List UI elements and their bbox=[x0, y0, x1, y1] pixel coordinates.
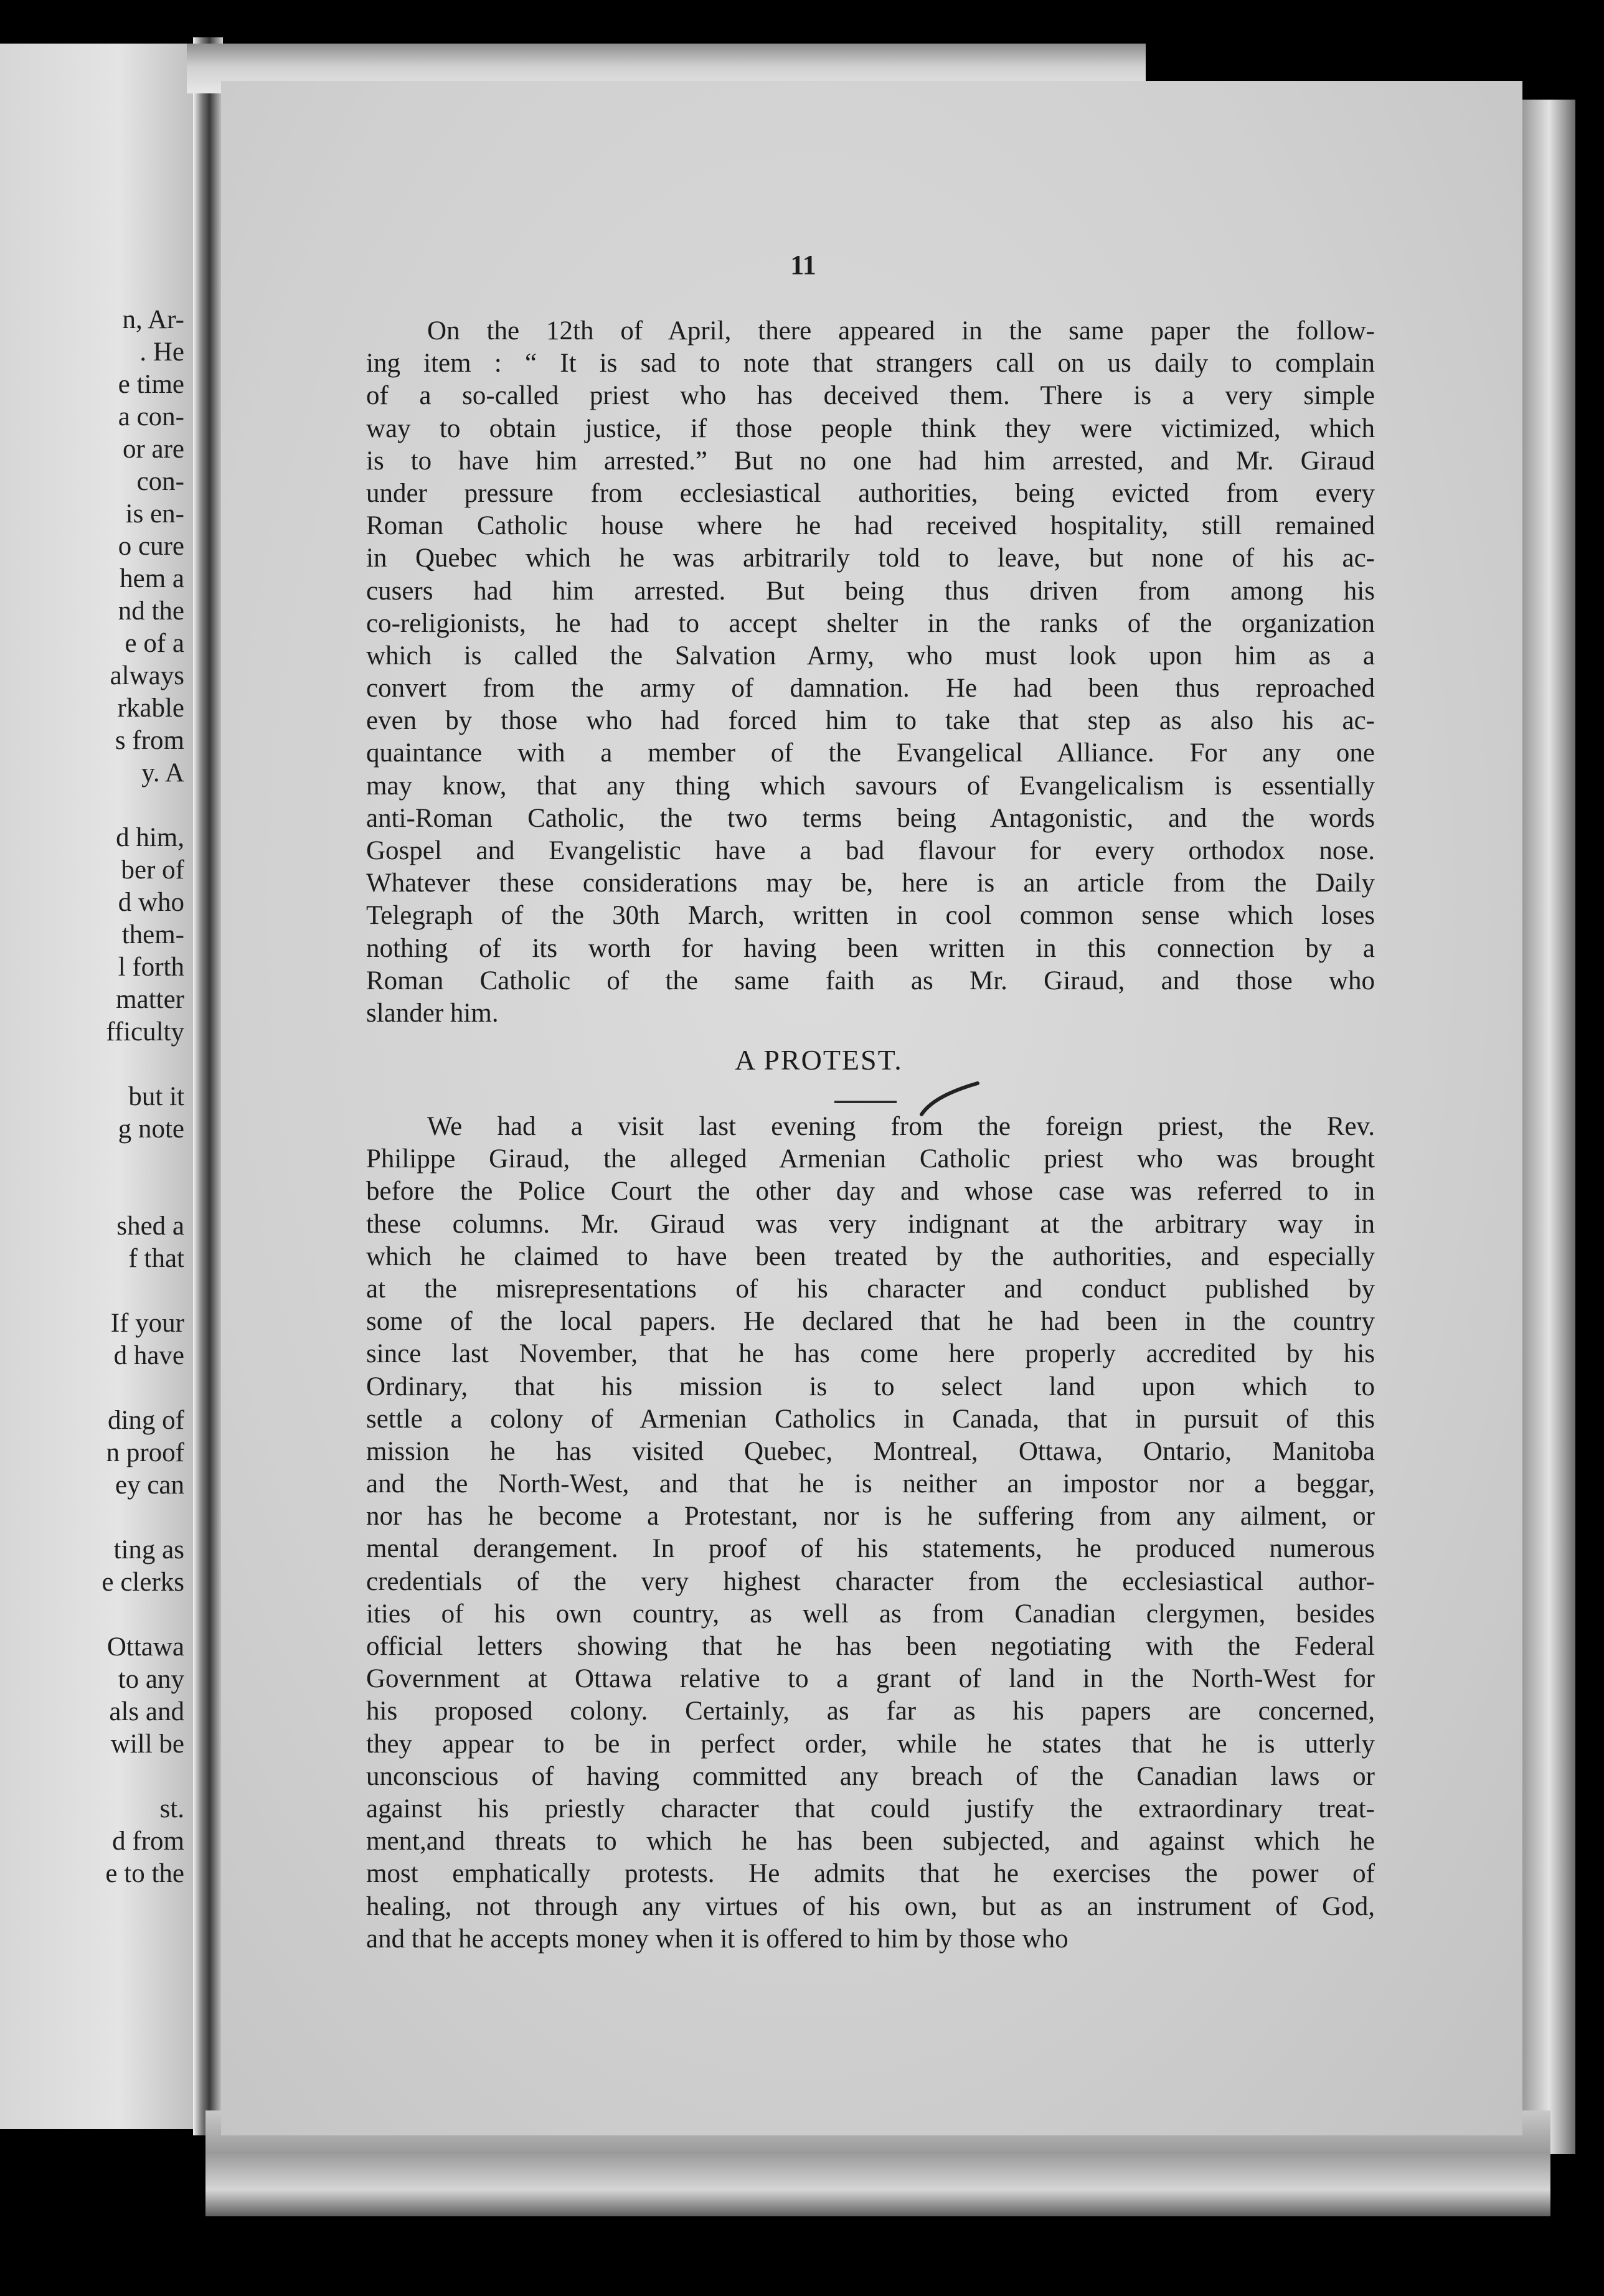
text-line: his proposed colony. Certainly, as far as his papers are concerned, bbox=[366, 1696, 1375, 1726]
left-fragment-line bbox=[0, 1761, 184, 1793]
text-line: at the misrepresentations of his character and conduct published by bbox=[366, 1274, 1375, 1304]
text-line: Roman Catholic of the same faith as Mr. Giraud, and those who bbox=[366, 966, 1375, 995]
left-fragment-line: or are bbox=[122, 435, 184, 464]
text-line: mission he has visited Quebec, Montreal, Ottawa, Ontario, Manitoba bbox=[366, 1436, 1375, 1466]
text-line: credentials of the very highest character from the ecclesiastical author- bbox=[366, 1566, 1375, 1596]
text-line: which he claimed to have been treated by the authorities, and especially bbox=[366, 1241, 1375, 1271]
left-fragment-line bbox=[0, 1178, 184, 1210]
left-fragment-line: . He bbox=[139, 337, 184, 367]
text-line: quaintance with a member of the Evangelical Alliance. For any one bbox=[366, 738, 1375, 768]
text-line: nothing of its worth for having been written in this connection by a bbox=[366, 933, 1375, 963]
left-fragment-line: con- bbox=[136, 467, 184, 496]
left-fragment-line: fficulty bbox=[106, 1017, 184, 1047]
left-fragment-line: Ottawa bbox=[106, 1632, 184, 1662]
left-fragment-line bbox=[0, 789, 184, 822]
text-line: official letters showing that he has been negotiating with the Federal bbox=[366, 1632, 1375, 1661]
text-line: even by those who had forced him to take that step as also his ac- bbox=[366, 706, 1375, 736]
left-fragment-line: but it bbox=[128, 1082, 184, 1111]
left-fragment-line: If your bbox=[110, 1309, 184, 1338]
left-fragment-line: a con- bbox=[118, 402, 184, 431]
text-line: nor has he become a Protestant, nor is he suffering from any ailment, or bbox=[366, 1502, 1375, 1531]
text-line: ing item : “ It is sad to note that strangers call on us daily to complain bbox=[366, 349, 1375, 379]
text-line: ities of his own country, as well as from Canadian clergymen, besides bbox=[366, 1599, 1375, 1629]
heading-rule bbox=[834, 1101, 897, 1103]
left-fragment-line bbox=[0, 1599, 184, 1631]
text-line: mental derangement. In proof of his statements, he produced numerous bbox=[366, 1534, 1375, 1564]
text-line: Government at Ottawa relative to a grant of land in the North-West for bbox=[366, 1664, 1375, 1694]
left-fragment-line bbox=[0, 1372, 184, 1404]
left-page-text bbox=[0, 304, 184, 1890]
text-line: On the 12th of April, there appeared in the same paper the follow- bbox=[427, 316, 1375, 346]
text-line: is to have him arrested.” But no one had him arrested, and Mr. Giraud bbox=[366, 446, 1375, 476]
left-fragment-line: s from bbox=[115, 726, 184, 755]
left-fragment-line: y. A bbox=[141, 758, 184, 788]
left-fragment-line: to any bbox=[118, 1665, 184, 1694]
left-fragment-line: e of a bbox=[125, 629, 184, 658]
left-fragment-line: hem a bbox=[120, 564, 184, 593]
left-fragment-line: shed a bbox=[116, 1212, 184, 1241]
left-fragment-line: n proof bbox=[106, 1438, 184, 1467]
paragraph-intro bbox=[366, 315, 1375, 1030]
text-line: may know, that any thing which savours of Evangelicalism is essentially bbox=[366, 771, 1375, 801]
left-fragment-line: g note bbox=[118, 1114, 184, 1144]
left-fragment-line bbox=[0, 1502, 184, 1534]
text-line: these columns. Mr. Giraud was very indignant at the arbitrary way in bbox=[366, 1209, 1375, 1239]
book-gutter bbox=[193, 37, 223, 2135]
text-line: cusers had him arrested. But being thus driven from among his bbox=[366, 576, 1375, 606]
left-fragment-line: nd the bbox=[118, 596, 184, 626]
text-line: since last November, that he has come here properly accredited by his bbox=[366, 1339, 1375, 1369]
left-fragment-line bbox=[0, 1146, 184, 1178]
left-fragment-line: d him, bbox=[116, 823, 184, 852]
left-fragment-line: o cure bbox=[118, 532, 184, 561]
text-line: they appear to be in perfect order, while he states that he is utterly bbox=[366, 1729, 1375, 1759]
left-page-fragment bbox=[0, 44, 199, 2129]
left-fragment-line: e to the bbox=[105, 1859, 184, 1888]
left-fragment-line bbox=[0, 1048, 184, 1081]
left-fragment-line: d who bbox=[118, 888, 184, 917]
section-heading: A PROTEST. bbox=[735, 1044, 903, 1076]
text-line: before the Police Court the other day and whose case was referred to in bbox=[366, 1177, 1375, 1207]
text-line: of a so-called priest who has deceived them. There is a very simple bbox=[366, 381, 1375, 411]
left-fragment-line: als and bbox=[109, 1697, 184, 1726]
paragraph-protest bbox=[366, 1111, 1375, 1955]
left-fragment-line bbox=[0, 1275, 184, 1307]
left-fragment-line: ting as bbox=[113, 1535, 184, 1564]
left-fragment-line: n, Ar- bbox=[122, 305, 184, 334]
text-line: slander him. bbox=[366, 998, 499, 1028]
left-fragment-line: d have bbox=[113, 1341, 184, 1370]
left-fragment-line: ey can bbox=[115, 1470, 184, 1500]
left-fragment-line: matter bbox=[116, 985, 184, 1014]
left-fragment-line: f that bbox=[128, 1244, 184, 1273]
text-line: co-religionists, he had to accept shelter in the ranks of the organization bbox=[366, 608, 1375, 638]
left-fragment-line: them- bbox=[121, 920, 184, 949]
text-line: and the North-West, and that he is neither an impostor nor a beggar, bbox=[366, 1469, 1375, 1499]
text-line: some of the local papers. He declared that he had been in the country bbox=[366, 1307, 1375, 1337]
left-fragment-line: e clerks bbox=[101, 1568, 184, 1597]
text-line: which is called the Salvation Army, who must look upon him as a bbox=[366, 641, 1375, 670]
text-line: way to obtain justice, if those people think they were victimized, which bbox=[366, 413, 1375, 443]
left-fragment-line: e time bbox=[118, 370, 184, 399]
text-line: Ordinary, that his mission is to select land upon which to bbox=[366, 1371, 1375, 1401]
text-line: We had a visit last evening from the foreign priest, the Rev. bbox=[427, 1112, 1375, 1141]
text-line: in Quebec which he was arbitrarily told to leave, but none of his ac- bbox=[366, 543, 1375, 573]
left-fragment-line: st. bbox=[159, 1794, 184, 1823]
text-line: unconscious of having committed any breach of the Canadian laws or bbox=[366, 1761, 1375, 1791]
text-line: healing, not through any virtues of his own, but as an instrument of God, bbox=[366, 1891, 1375, 1921]
text-line: settle a colony of Armenian Catholics in Canada, that in pursuit of this bbox=[366, 1404, 1375, 1434]
text-line: Roman Catholic house where he had received hospitality, still remained bbox=[366, 511, 1375, 541]
left-fragment-line: will be bbox=[110, 1729, 184, 1759]
text-line: Telegraph of the 30th March, written in cool common sense which loses bbox=[366, 901, 1375, 931]
text-line: convert from the army of damnation. He had been thus reproached bbox=[366, 674, 1375, 703]
text-line: Whatever these considerations may be, here is an article from the Daily bbox=[366, 868, 1375, 898]
text-line: against his priestly character that could justify the extraordinary treat- bbox=[366, 1794, 1375, 1823]
text-line: and that he accepts money when it is offered to him by those who bbox=[366, 1924, 1069, 1954]
left-fragment-line: ber of bbox=[121, 855, 184, 885]
page-number: 11 bbox=[790, 250, 816, 280]
text-line: anti-Roman Catholic, the two terms being Antagonistic, and the words bbox=[366, 803, 1375, 833]
text-line: Gospel and Evangelistic have a bad flavour for every orthodox nose. bbox=[366, 836, 1375, 865]
left-fragment-line: always bbox=[110, 661, 184, 690]
left-fragment-line: d from bbox=[112, 1827, 184, 1856]
left-fragment-line: ding of bbox=[107, 1406, 184, 1435]
text-line: most emphatically protests. He admits that he exercises the power of bbox=[366, 1859, 1375, 1889]
left-fragment-line: l forth bbox=[118, 953, 184, 982]
text-line: Philippe Giraud, the alleged Armenian Catholic priest who was brought bbox=[366, 1144, 1375, 1174]
left-fragment-line: rkable bbox=[117, 694, 184, 723]
left-fragment-line: is en- bbox=[125, 499, 184, 529]
text-line: under pressure from ecclesiastical authorities, being evicted from every bbox=[366, 478, 1375, 508]
text-line: ment,and threats to which he has been subjected, and against which he bbox=[366, 1827, 1375, 1856]
